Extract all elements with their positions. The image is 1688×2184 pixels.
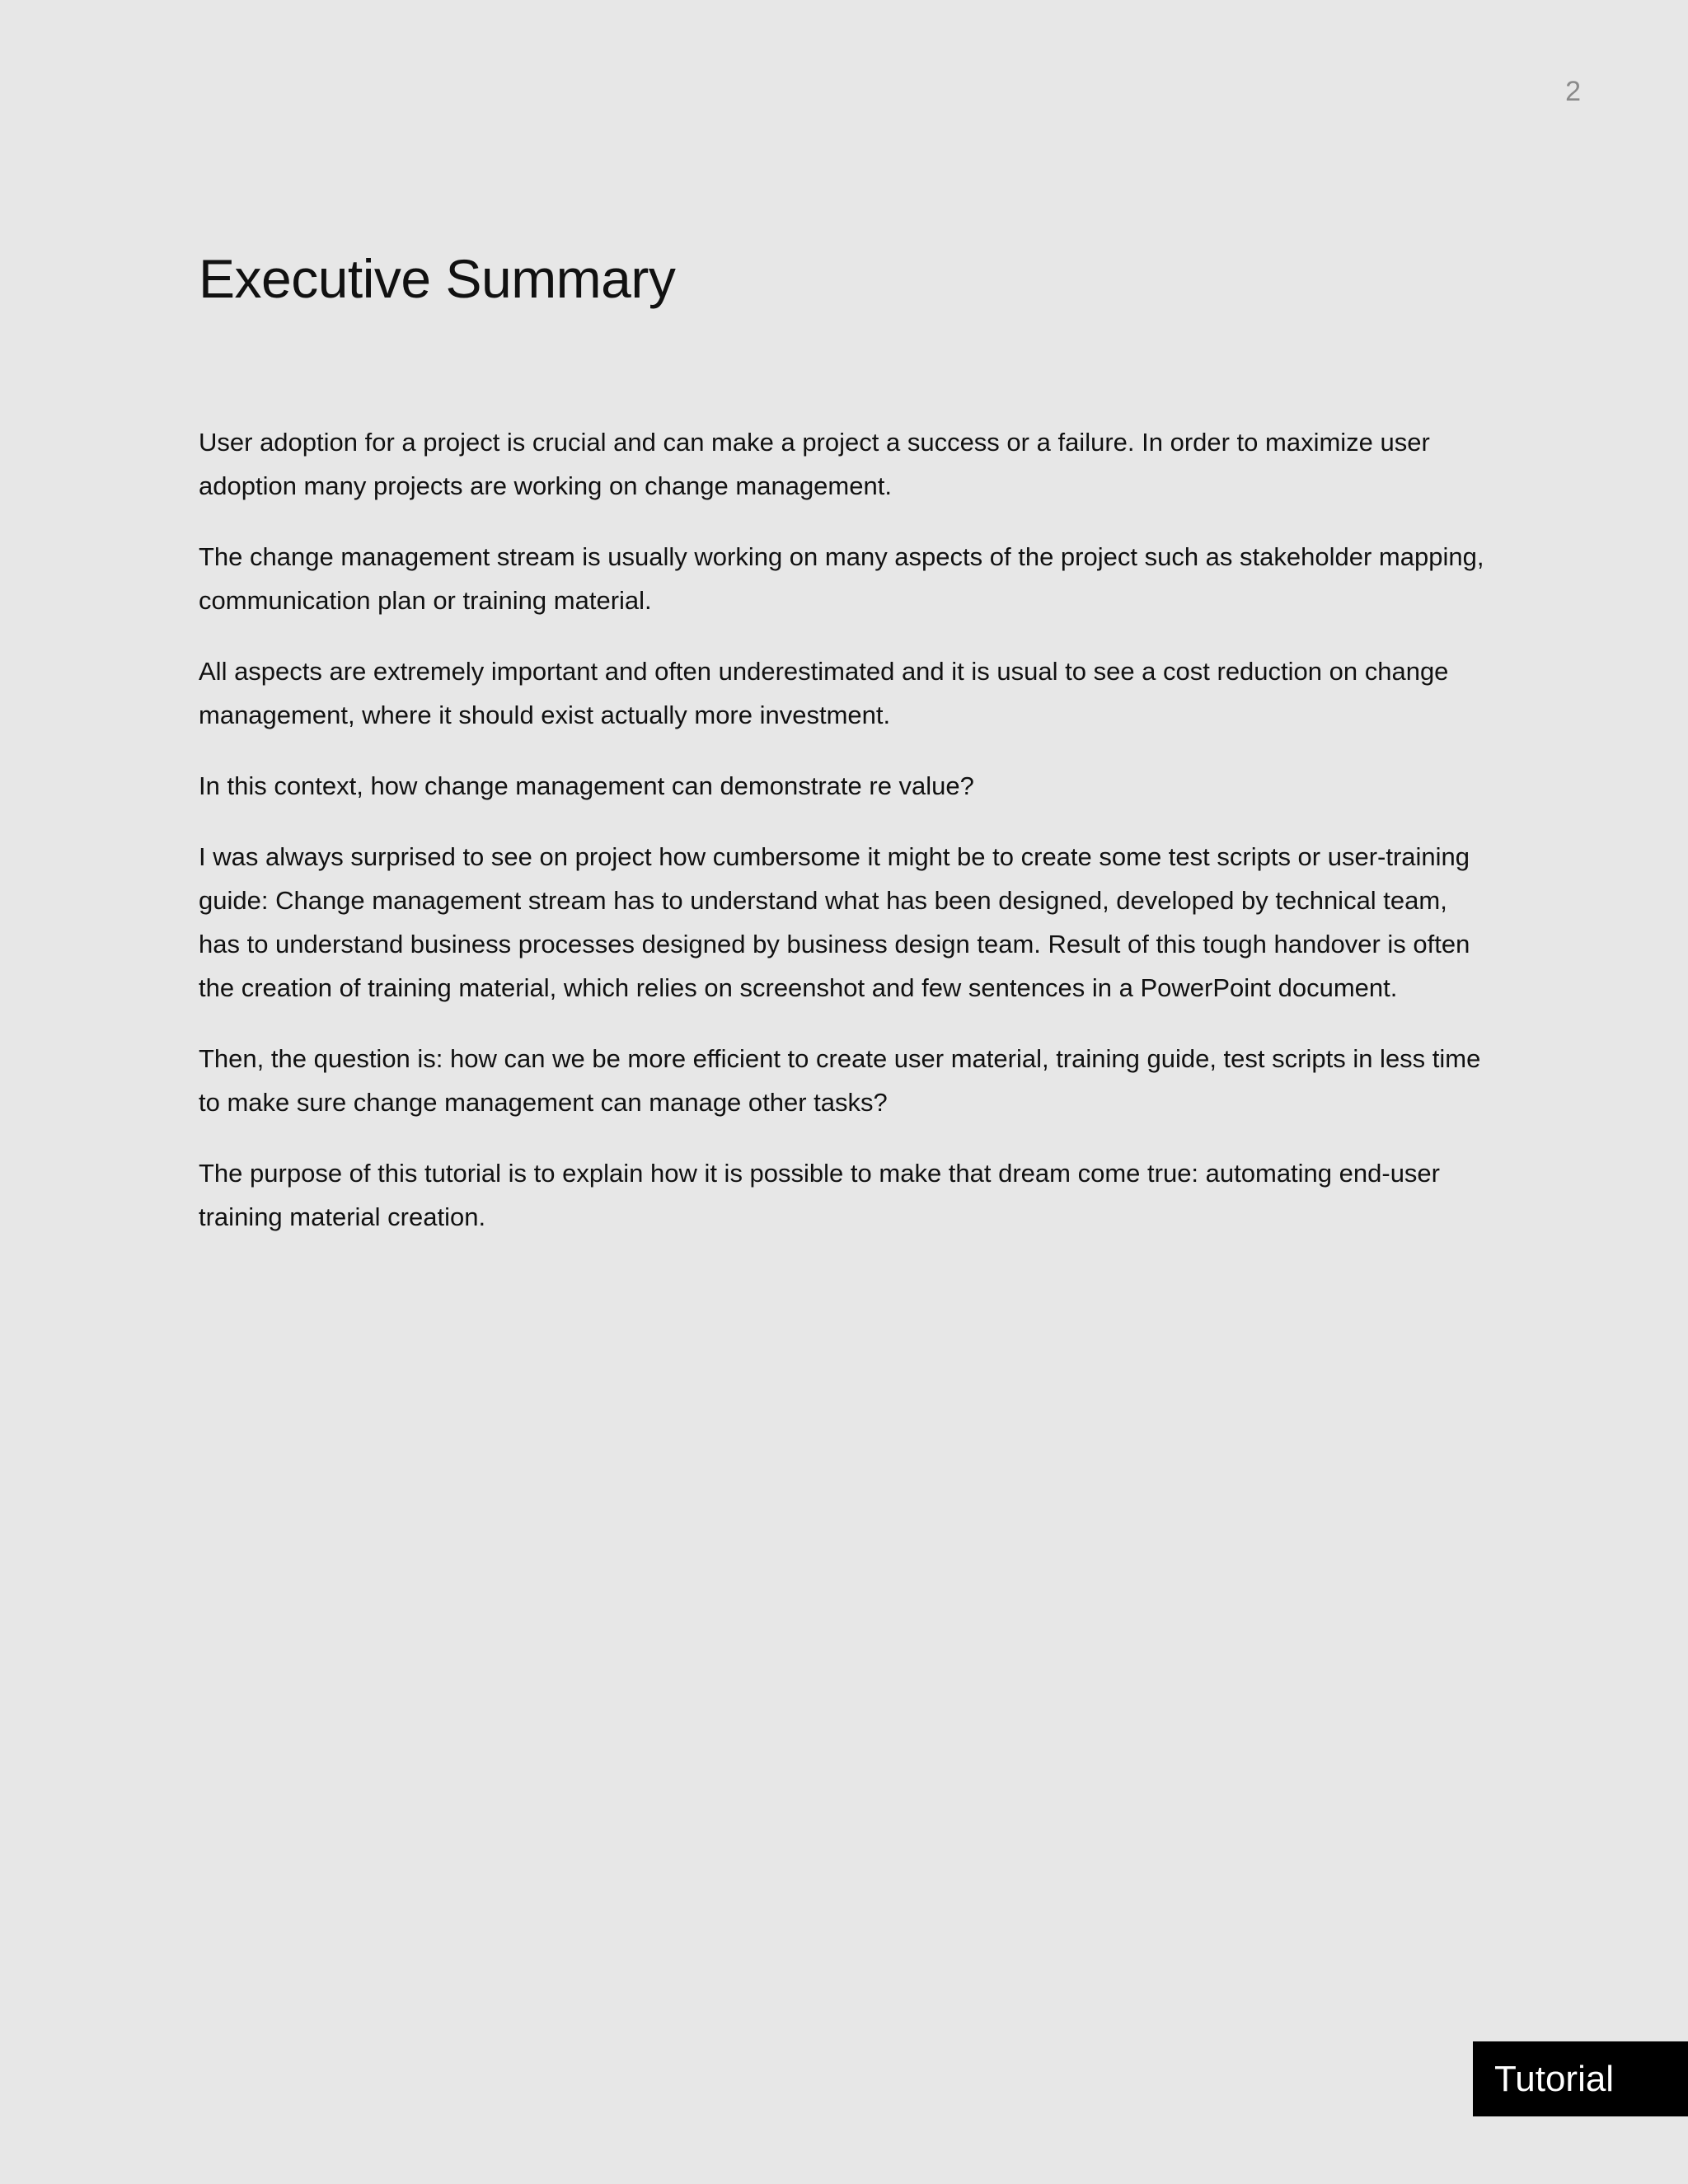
paragraph-6: Then, the question is: how can we be more efficient to create user material, training guide, test scripts in less time to make sure change management can manage other tasks? — [199, 1044, 1481, 1117]
paragraph-4: In this context, how change management can demonstrate re value? — [199, 771, 974, 800]
page-number: 2 — [1565, 76, 1581, 107]
paragraph-3: All aspects are extremely important and often underestimated and it is usual to see a cost reduction on change management, where it should exist actually more investment. — [199, 657, 1449, 729]
paragraph-5: I was always surprised to see on project how cumbersome it might be to create some test scripts or user-training guide: Change management stream has to understand what has been designed, developed by technical team, has to understand business processes designed by business design team. Result of this tough handover is often the creation of training material, which relies on screenshot and few sentences in a PowerPoint document. — [199, 842, 1470, 1002]
paragraph-2: The change management stream is usually working on many aspects of the project such as stakeholder mapping, communication plan or training material. — [199, 542, 1484, 615]
page-title: Executive Summary — [199, 248, 676, 309]
paragraph-7: The purpose of this tutorial is to explain how it is possible to make that dream come true: automating end-user training material creation. — [199, 1159, 1440, 1231]
paragraph-1: User adoption for a project is crucial and can make a project a success or a failure. In order to maximize user adoption many projects are working on change management. — [199, 428, 1430, 500]
tutorial-tag: Tutorial — [1473, 2041, 1688, 2116]
body-text — [199, 420, 1484, 1266]
